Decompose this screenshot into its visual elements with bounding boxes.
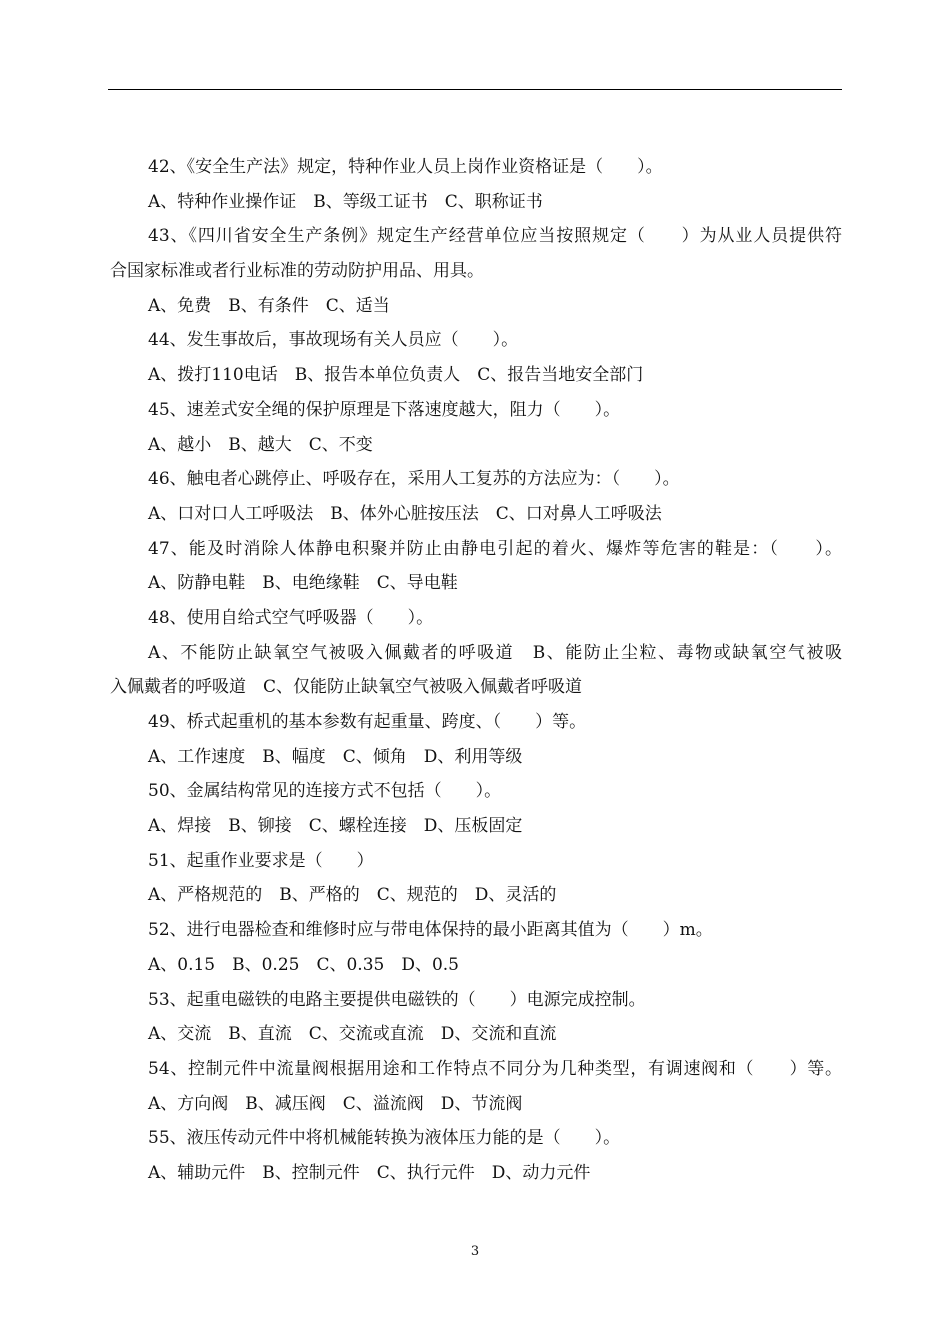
options-50: A、焊接 B、铆接 C、螺栓连接 D、压板固定 <box>148 816 523 837</box>
question-45: 45、速差式安全绳的保护原理是下落速度越大，阻力（ ）。 <box>148 399 621 420</box>
options-46: A、口对口人工呼吸法 B、体外心脏按压法 C、口对鼻人工呼吸法 <box>148 503 662 524</box>
question-54: 54、控制元件中流量阀根据用途和工作特点不同分为几种类型，有调速阀和（ ）等。 <box>148 1058 842 1079</box>
options-45: A、越小 B、越大 C、不变 <box>148 434 373 455</box>
options-52: A、0.15 B、0.25 C、0.35 D、0.5 <box>148 954 459 975</box>
options-48: A、不能防止缺氧空气被吸入佩戴者的呼吸道 B、能防止尘粒、毒物或缺氧空气被吸 <box>148 642 842 663</box>
question-51: 51、起重作业要求是（ ） <box>148 850 374 871</box>
options-47: A、防静电鞋 B、电绝缘鞋 C、导电鞋 <box>148 573 458 594</box>
options-49: A、工作速度 B、幅度 C、倾角 D、利用等级 <box>148 746 523 767</box>
question-48: 48、使用自给式空气呼吸器（ ）。 <box>148 607 434 628</box>
question-43: 43、《四川省安全生产条例》规定生产经营单位应当按照规定（ ）为从业人员提供符 <box>148 226 842 247</box>
options-54: A、方向阀 B、减压阀 C、溢流阀 D、节流阀 <box>148 1093 523 1114</box>
question-53: 53、起重电磁铁的电路主要提供电磁铁的（ ）电源完成控制。 <box>148 989 646 1010</box>
question-44: 44、发生事故后，事故现场有关人员应（ ）。 <box>148 330 519 351</box>
question-50: 50、金属结构常见的连接方式不包括（ ）。 <box>148 781 502 802</box>
header-rule <box>108 89 842 90</box>
page-number: 3 <box>470 1244 480 1259</box>
question-43-continued: 合国家标准或者行业标准的劳动防护用品、用具。 <box>110 261 484 282</box>
options-48-continued: 入佩戴者的呼吸道 C、仅能防止缺氧空气被吸入佩戴者呼吸道 <box>110 677 583 698</box>
question-42: 42、《安全生产法》规定，特种作业人员上岗作业资格证是（ ）。 <box>148 157 663 177</box>
question-46: 46、触电者心跳停止、呼吸存在，采用人工复苏的方法应为：（ ）。 <box>148 469 680 490</box>
options-51: A、严格规范的 B、严格的 C、规范的 D、灵活的 <box>148 885 557 906</box>
question-49: 49、桥式起重机的基本参数有起重量、跨度、（ ）等。 <box>148 712 587 732</box>
options-55: A、辅助元件 B、控制元件 C、执行元件 D、动力元件 <box>148 1162 591 1183</box>
question-list <box>110 150 842 1191</box>
question-47: 47、能及时消除人体静电积聚并防止由静电引起的着火、爆炸等危害的鞋是：（ ）。 <box>148 538 842 559</box>
options-44: A、拨打110电话 B、报告本单位负责人 C、报告当地安全部门 <box>148 365 644 386</box>
options-43: A、免费 B、有条件 C、适当 <box>148 295 390 316</box>
options-42: A、特种作业操作证 B、等级工证书 C、职称证书 <box>148 191 543 212</box>
question-55: 55、液压传动元件中将机械能转换为液体压力能的是（ ）。 <box>148 1128 621 1149</box>
question-52: 52、进行电器检查和维修时应与带电体保持的最小距离其值为（ ）m。 <box>148 920 713 941</box>
options-53: A、交流 B、直流 C、交流或直流 D、交流和直流 <box>148 1024 557 1045</box>
